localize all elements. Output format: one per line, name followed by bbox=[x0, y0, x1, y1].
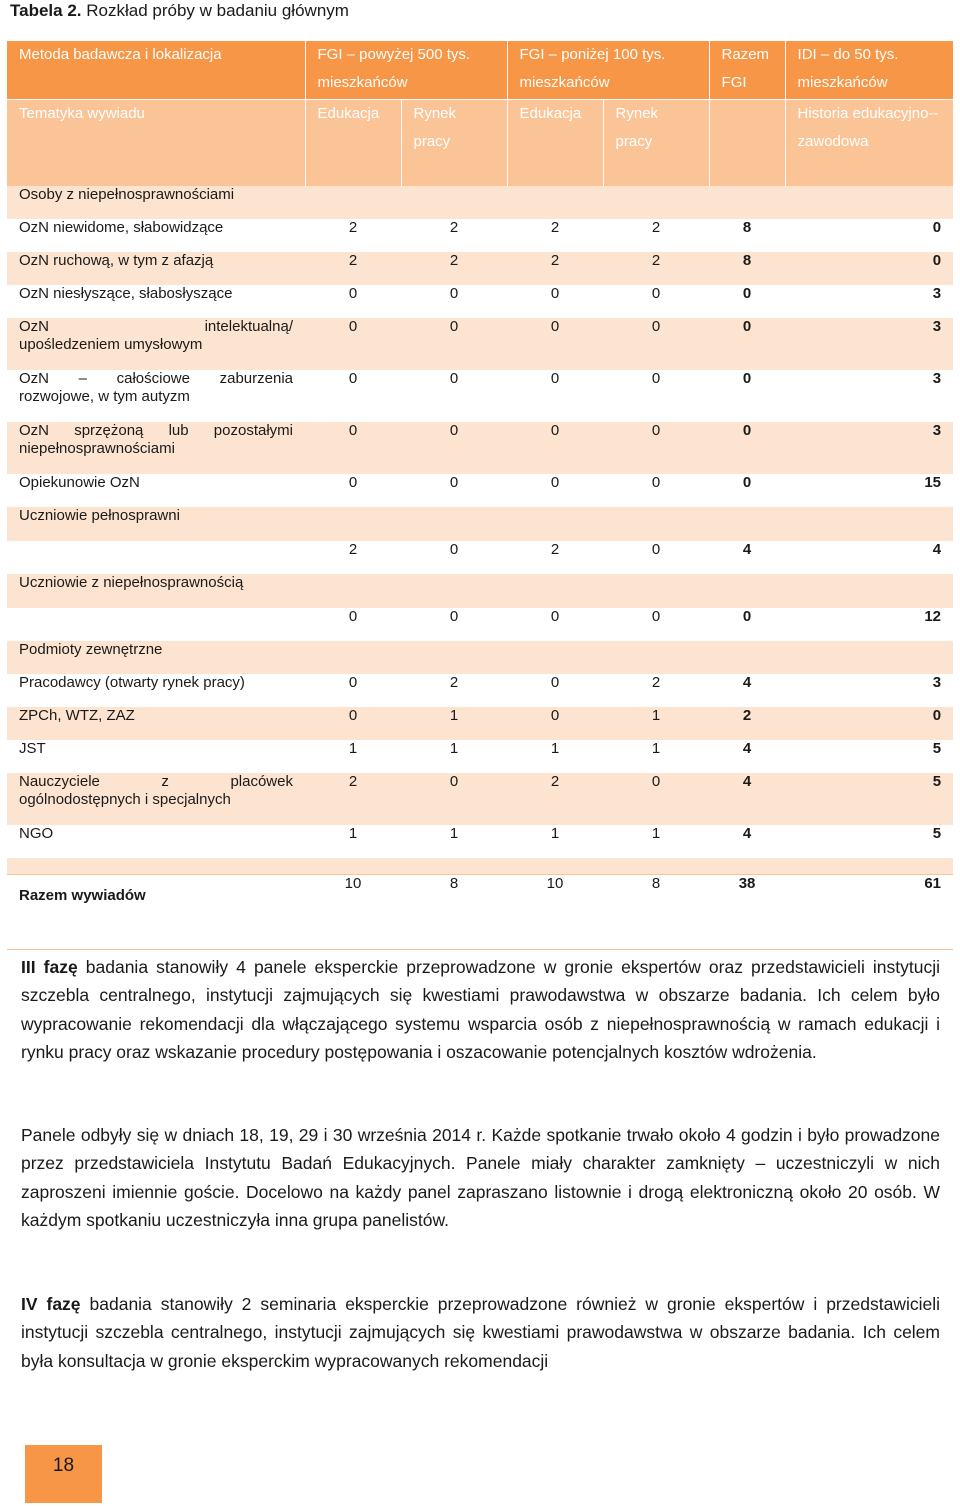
table-row: 2 0 2 0 4 4 bbox=[7, 541, 953, 575]
totals-row: Razem wywiadów 10 8 10 8 38 61 bbox=[7, 875, 953, 950]
table-row: Nauczyciele z placówek ogólnodostępnych i specjalnych 2 0 2 0 4 5 bbox=[7, 773, 953, 825]
paragraph-phase-4: IV fazę badania stanowiły 2 seminaria eksperckie przeprowadzone również w gronie ekspertów i przedstawicieli instytucji szczebla centralnego, instytucji zajmujących się kwestiami prawodawstwa w obszarze badania. Ich celem była konsultacja w gronie eksperckim wypracowanych rekomendacji bbox=[21, 1294, 940, 1371]
table-row: OzN sprzężoną lub pozostałymi niepełnosprawnościami 0 0 0 0 0 3 bbox=[7, 422, 953, 474]
fgi-over-header: FGI – powyżej 500 tys. mieszkańców bbox=[305, 41, 507, 100]
header-row-method bbox=[7, 41, 953, 100]
history-header: Historia edukacyjno--zawodowa bbox=[785, 100, 953, 187]
table-row: OzN ruchową, w tym z afazją 2 2 2 2 8 0 bbox=[7, 252, 953, 285]
table-row: OzN niewidome, słabowidzące 2 2 2 2 8 0 bbox=[7, 219, 953, 252]
section-row bbox=[7, 507, 953, 541]
paragraph-panels: Panele odbyły się w dniach 18, 19, 29 i 30 września 2014 r. Każde spotkanie trwało około 4 godzin i było prowadzone przez przedstawiciela Instytutu Badań Edukacyjnych. Panele miały charakter zamknięty – uczestniczyli w nich zaproszeni imiennie goście. Docelowo na każdy panel zapraszano listownie i drogą elektroniczną około 20 osób. W każdym spotkaniu uczestniczyła inna grupa panelistów. bbox=[21, 1125, 940, 1231]
labor1-header: Rynek pracy bbox=[401, 100, 507, 187]
header-row-topic bbox=[7, 100, 953, 187]
table-caption bbox=[10, 1, 349, 21]
fgi-under-header: FGI – poniżej 100 tys. mieszkańców bbox=[507, 41, 709, 100]
section-pupils-full: Uczniowie pełnosprawni bbox=[7, 507, 953, 541]
table-row: ZPCh, WTZ, ZAZ 0 1 0 1 2 0 bbox=[7, 707, 953, 740]
labor2-header: Rynek pracy bbox=[603, 100, 709, 187]
table-row: OzN – całościowe zaburzenia rozwojowe, w tym autyzm 0 0 0 0 0 3 bbox=[7, 370, 953, 422]
edu2-header: Edukacja bbox=[507, 100, 603, 187]
topic-label: Tematyka wywiadu bbox=[7, 100, 305, 187]
section-row bbox=[7, 574, 953, 608]
section-pupils-dis: Uczniowie z niepełnosprawnością bbox=[7, 574, 953, 608]
sample-table bbox=[7, 41, 954, 950]
section-external: Podmioty zewnętrzne bbox=[7, 641, 953, 674]
table-row: OzN niesłyszące, słabosłyszące 0 0 0 0 0 3 bbox=[7, 285, 953, 318]
section-row bbox=[7, 641, 953, 674]
page-number: 18 bbox=[25, 1445, 102, 1503]
table-row: Opiekunowie OzN 0 0 0 0 0 15 bbox=[7, 474, 953, 507]
idi-header: IDI – do 50 tys. mieszkańców bbox=[785, 41, 953, 100]
section-row bbox=[7, 186, 953, 219]
caption-text: Rozkład próby w badaniu głównym bbox=[86, 1, 349, 20]
table-row: OzN intelektualną/ upośledzeniem umysłowym 0 0 0 0 0 3 bbox=[7, 318, 953, 370]
edu1-header: Edukacja bbox=[305, 100, 401, 187]
razem-fgi-header: Razem FGI bbox=[709, 41, 785, 100]
table-row: JST 1 1 1 1 4 5 bbox=[7, 740, 953, 773]
section-disabled: Osoby z niepełnosprawnościami bbox=[7, 186, 953, 219]
method-label: Metoda badawcza i lokalizacja bbox=[7, 41, 305, 100]
caption-label: Tabela 2. bbox=[10, 1, 82, 20]
table-row: 0 0 0 0 0 12 bbox=[7, 608, 953, 642]
table-row: Pracodawcy (otwarty rynek pracy) 0 2 0 2 4 3 bbox=[7, 674, 953, 707]
paragraph-phase-3: III fazę badania stanowiły 4 panele eksperckie przeprowadzone w gronie ekspertów oraz przedstawicieli instytucji szczebla centralnego, instytucji zajmujących się kwestiami prawodawstwa w obszarze badania. Ich celem było wypracowanie rekomendacji dla włączającego systemu wsparcia osób z niepełnosprawnością w ramach edukacji i rynku pracy oraz wskazanie procedury postępowania i oszacowanie potencjalnych kosztów wdrożenia. bbox=[21, 957, 940, 1063]
table-row: NGO 1 1 1 1 4 5 bbox=[7, 825, 953, 858]
